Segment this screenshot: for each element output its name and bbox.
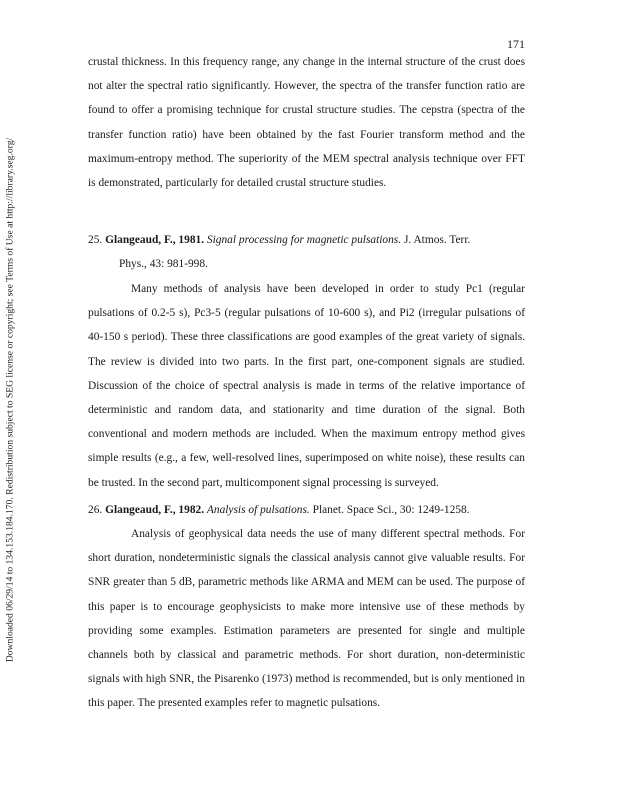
entry-author-year: Glangeaud, F., 1982. [105, 504, 205, 516]
entry-source: Planet. Space Sci., 30: 1249-1258. [312, 504, 470, 516]
entry-number: 25. [88, 234, 103, 246]
entry-title: Analysis of pulsations. [206, 504, 310, 516]
entry-number: 26. [88, 504, 103, 516]
reference-entry-26 [88, 498, 525, 522]
entry-abstract-25: Many methods of analysis have been developed in order to study Pc1 (regular pulsations of 0.2-5 s), Pc3-5 (regular pulsations of 10-600 s), and Pi2 (irregular pulsations of 40-150 s period). These three classifications are good examples of the great variety of signals. The review is divided into two parts. In the first part, one-component signals are studied. Discussion of the choice of spectral analysis is made in terms of the relative importance of deterministic and random data, and stationarity and time duration of the signal. Both conventional and modern methods are included. When the maximum entropy method gives simple results (e.g., a few, well-resolved lines, superimposed on white noise), these results can be trusted. In the second part, multicomponent signal processing is surveyed. [88, 283, 525, 489]
entry-abstract-26: Analysis of geophysical data needs the use of many different spectral methods. For short duration, nondeterministic signals the classical analysis cannot give valuable results. For SNR greater than 5 dB, parametric methods like ARMA and MEM can be used. The purpose of this paper is to encourage geophysicists to make more intensive use of these methods by providing some examples. Estimation parameters are presented for single and multiple channels both by classical and parametric methods. For short duration, non-deterministic signals with high SNR, the Pisarenko (1973) method is recommended, but is only mentioned in this paper. The presented examples refer to magnetic pulsations. [88, 528, 525, 710]
continued-paragraph: crustal thickness. In this frequency range, any change in the internal structure of the crust does not alter the spectral ratio significantly. However, the spectra of the transfer function ratio are found to offer a promising technique for crustal structure studies. The cepstra (spectra of the transfer function ratio) have been obtained by the fast Fourier transform method and the maximum-entropy method. The superiority of the MEM spectral analysis technique over FFT is demonstrated, particularly for detailed crustal structure studies. [88, 56, 525, 190]
entry-source-continued: Phys., 43: 981-998. [119, 258, 208, 271]
entry-title: Signal processing for magnetic pulsations. [206, 234, 402, 246]
download-notice [0, 120, 20, 680]
page-number: 171 [507, 37, 525, 51]
entry-author-year: Glangeaud, F., 1981. [105, 234, 205, 246]
download-notice-text: Downloaded 06/29/14 to 134.153.184.170. Redistribution subject to SEG license or copyright; see Terms of Use at http://library.seg.org/ [4, 137, 16, 663]
entry-source: J. Atmos. Terr. [403, 234, 471, 246]
reference-entry-25 [88, 228, 525, 276]
